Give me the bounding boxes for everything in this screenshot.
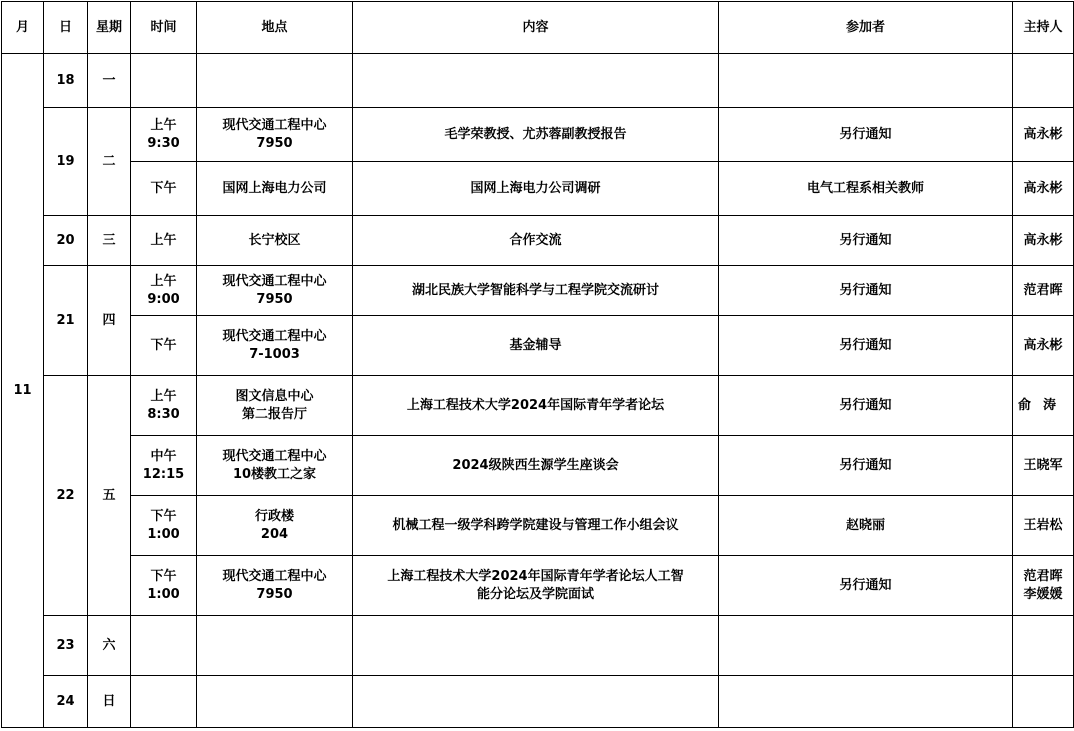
day-cell: 18 (44, 54, 88, 108)
participants-cell: 另行通知 (719, 436, 1013, 496)
time-cell: 下午 1:00 (131, 556, 197, 616)
content-cell (353, 676, 719, 728)
time-cell (131, 54, 197, 108)
header-host: 主持人 (1013, 2, 1074, 54)
table-row (2, 676, 1074, 728)
host-cell: 高永彬 (1013, 216, 1074, 266)
participants-cell (719, 54, 1013, 108)
weekday-cell: 五 (88, 376, 131, 616)
header-day: 日 (44, 2, 88, 54)
location-cell (197, 616, 353, 676)
participants-cell: 另行通知 (719, 216, 1013, 266)
content-cell: 基金辅导 (353, 316, 719, 376)
weekday-cell: 日 (88, 676, 131, 728)
header-month: 月 (2, 2, 44, 54)
table-row (2, 54, 1074, 108)
location-cell (197, 676, 353, 728)
content-cell: 合作交流 (353, 216, 719, 266)
table-row (2, 266, 1074, 316)
header-time: 时间 (131, 2, 197, 54)
content-cell: 国网上海电力公司调研 (353, 162, 719, 216)
location-cell: 行政楼 204 (197, 496, 353, 556)
host-cell (1013, 616, 1074, 676)
header-location: 地点 (197, 2, 353, 54)
table-row (2, 496, 1074, 556)
content-cell: 机械工程一级学科跨学院建设与管理工作小组会议 (353, 496, 719, 556)
time-cell: 下午 (131, 162, 197, 216)
location-cell: 现代交通工程中心 7-1003 (197, 316, 353, 376)
host-cell: 范君晖 李媛媛 (1013, 556, 1074, 616)
time-cell: 上午 (131, 216, 197, 266)
host-cell: 高永彬 (1013, 316, 1074, 376)
time-cell: 上午 9:00 (131, 266, 197, 316)
header-row (2, 2, 1074, 54)
host-cell (1013, 54, 1074, 108)
host-cell: 俞涛 (1013, 376, 1074, 436)
content-cell: 上海工程技术大学2024年国际青年学者论坛人工智 能分论坛及学院面试 (353, 556, 719, 616)
table-row (2, 436, 1074, 496)
day-cell: 20 (44, 216, 88, 266)
host-cell (1013, 676, 1074, 728)
time-cell: 下午 1:00 (131, 496, 197, 556)
content-cell: 毛学荣教授、尤苏蓉副教授报告 (353, 108, 719, 162)
time-cell (131, 616, 197, 676)
content-cell: 湖北民族大学智能科学与工程学院交流研讨 (353, 266, 719, 316)
header-weekday: 星期 (88, 2, 131, 54)
weekday-cell: 二 (88, 108, 131, 216)
month-cell: 11 (2, 54, 44, 728)
location-cell (197, 54, 353, 108)
time-cell (131, 676, 197, 728)
weekday-cell: 三 (88, 216, 131, 266)
location-cell: 现代交通工程中心 7950 (197, 266, 353, 316)
day-cell: 19 (44, 108, 88, 216)
location-cell: 现代交通工程中心 7950 (197, 556, 353, 616)
table-row (2, 216, 1074, 266)
weekday-cell: 一 (88, 54, 131, 108)
host-cell: 王岩松 (1013, 496, 1074, 556)
header-content: 内容 (353, 2, 719, 54)
content-cell: 上海工程技术大学2024年国际青年学者论坛 (353, 376, 719, 436)
content-cell (353, 616, 719, 676)
participants-cell: 另行通知 (719, 376, 1013, 436)
participants-cell (719, 616, 1013, 676)
time-cell: 中午 12:15 (131, 436, 197, 496)
participants-cell: 另行通知 (719, 556, 1013, 616)
day-cell: 21 (44, 266, 88, 376)
location-cell: 现代交通工程中心 7950 (197, 108, 353, 162)
host-cell: 范君晖 (1013, 266, 1074, 316)
location-cell: 国网上海电力公司 (197, 162, 353, 216)
weekday-cell: 六 (88, 616, 131, 676)
participants-cell: 电气工程系相关教师 (719, 162, 1013, 216)
day-cell: 24 (44, 676, 88, 728)
participants-cell (719, 676, 1013, 728)
table-row (2, 108, 1074, 162)
table-row (2, 316, 1074, 376)
table-row (2, 162, 1074, 216)
location-cell: 现代交通工程中心 10楼教工之家 (197, 436, 353, 496)
schedule-table (1, 1, 1074, 728)
host-cell: 高永彬 (1013, 162, 1074, 216)
location-cell: 长宁校区 (197, 216, 353, 266)
participants-cell: 另行通知 (719, 266, 1013, 316)
table-row (2, 616, 1074, 676)
day-cell: 22 (44, 376, 88, 616)
host-cell: 高永彬 (1013, 108, 1074, 162)
header-participants: 参加者 (719, 2, 1013, 54)
day-cell: 23 (44, 616, 88, 676)
table-row (2, 376, 1074, 436)
table-row (2, 556, 1074, 616)
host-cell: 王晓军 (1013, 436, 1074, 496)
location-cell: 图文信息中心 第二报告厅 (197, 376, 353, 436)
weekday-cell: 四 (88, 266, 131, 376)
content-cell (353, 54, 719, 108)
time-cell: 上午 9:30 (131, 108, 197, 162)
participants-cell: 另行通知 (719, 316, 1013, 376)
participants-cell: 赵晓丽 (719, 496, 1013, 556)
time-cell: 上午 8:30 (131, 376, 197, 436)
content-cell: 2024级陕西生源学生座谈会 (353, 436, 719, 496)
participants-cell: 另行通知 (719, 108, 1013, 162)
time-cell: 下午 (131, 316, 197, 376)
